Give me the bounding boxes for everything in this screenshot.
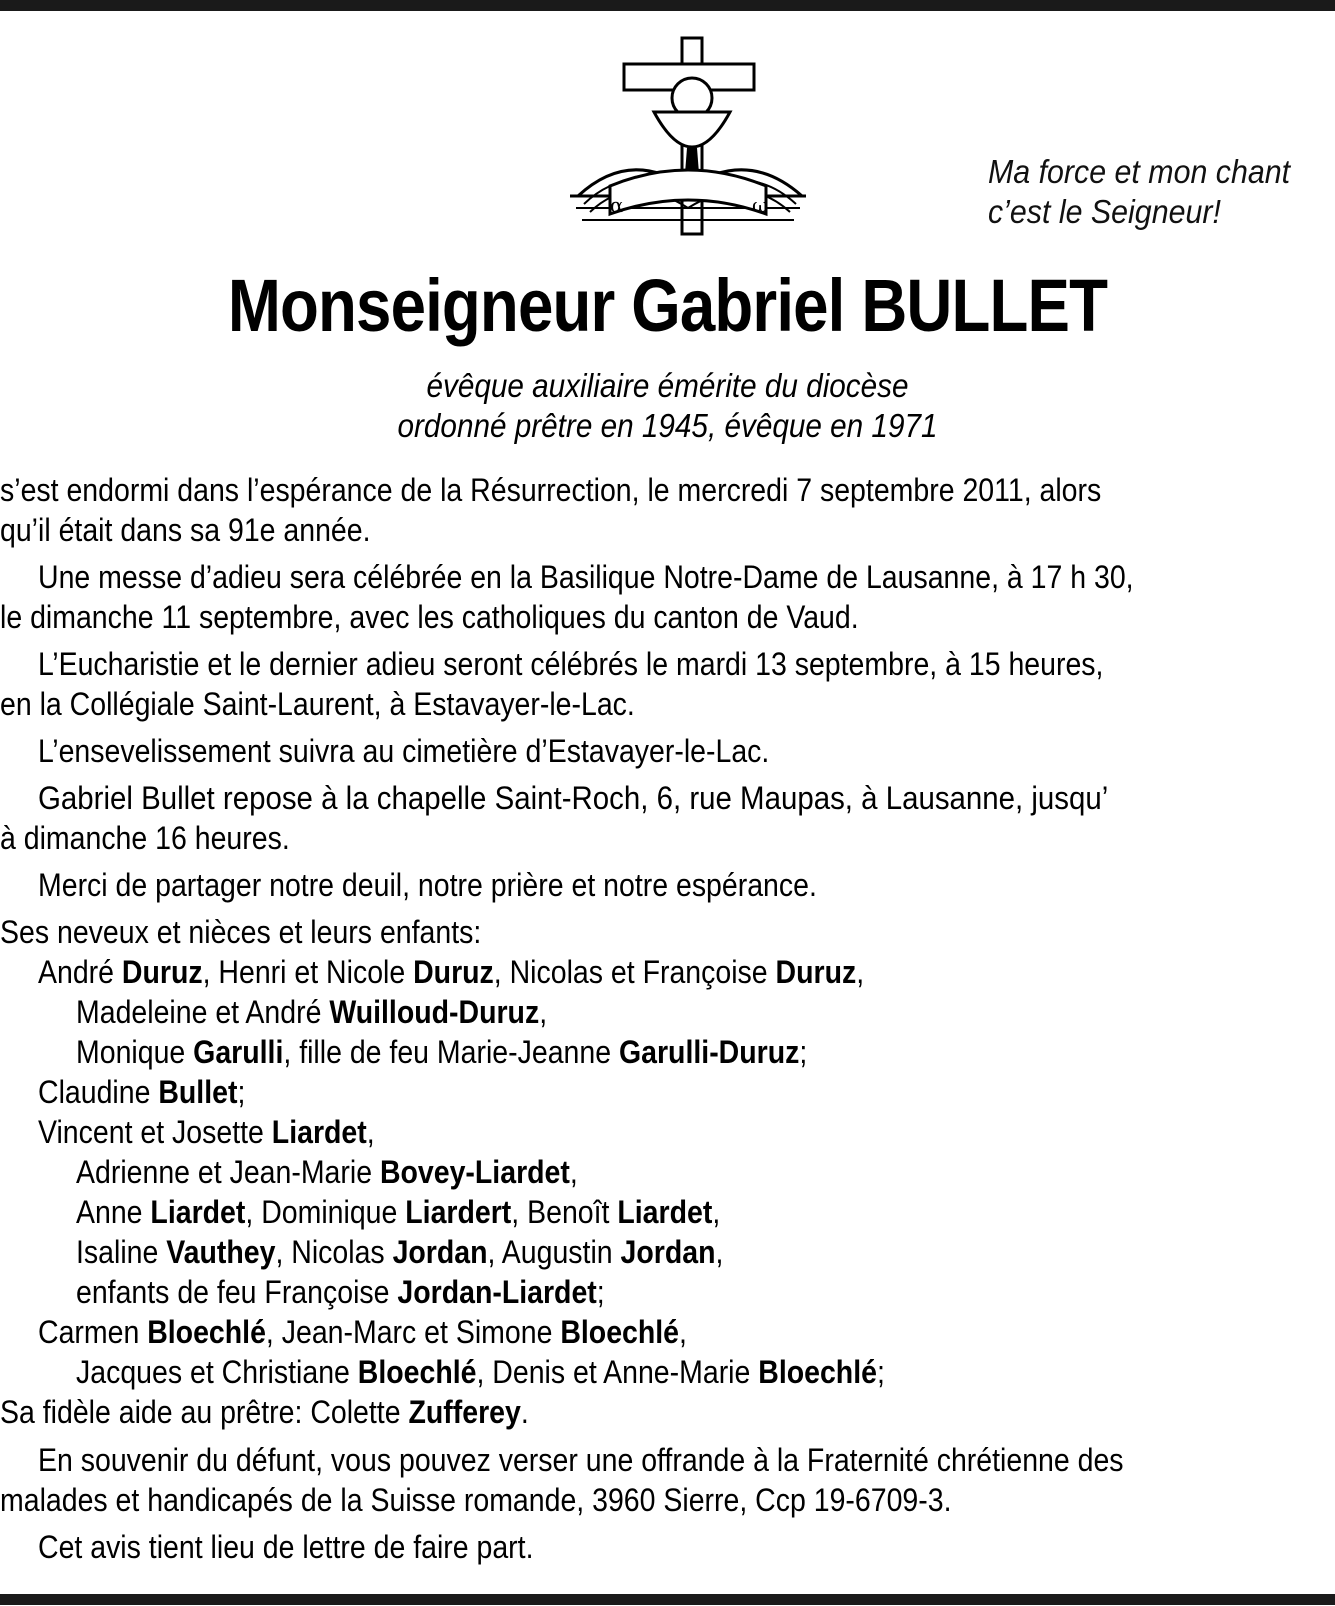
surname: Jordan [620, 1234, 716, 1270]
surname: Jordan-Liardet [397, 1274, 597, 1310]
para7-line-2: malades et handicapés de la Suisse romande, 3960 Sierre, Ccp 19-6709-3. [0, 1482, 952, 1518]
deceased-name-title: Monseigneur Gabriel BULLET [227, 264, 1108, 347]
para5-line-1: Gabriel Bullet repose à la chapelle Saint-Roch, 6, rue Maupas, à Lausanne, jusqu’ [38, 780, 1109, 816]
family-text: Vincent et Josette [38, 1114, 272, 1150]
family-text: , Nicolas et Françoise [493, 954, 776, 990]
family-line [0, 1352, 1335, 1392]
family-text: , Dominique [245, 1194, 406, 1230]
family-text: , [679, 1314, 687, 1350]
surname: Duruz [413, 954, 494, 990]
para6-line: Merci de partager notre deuil, notre prière et notre espérance. [38, 867, 817, 903]
para1-line-2: qu’il était dans sa 91e année. [0, 512, 371, 548]
family-text: ; [237, 1074, 246, 1110]
alpha-symbol: α [610, 193, 624, 217]
surname: Bloechlé [147, 1314, 266, 1350]
family-text: , [569, 1154, 578, 1190]
surname: Jordan [392, 1234, 488, 1270]
family-line [0, 952, 1335, 992]
motto-line-1: Ma force et mon chant [988, 153, 1291, 190]
surname: Duruz [121, 954, 203, 990]
notice-body [0, 470, 1335, 1567]
surname: Vauthey [166, 1234, 276, 1270]
family-line [0, 1032, 1335, 1072]
surname: Bloechlé [758, 1354, 877, 1390]
surname: Duruz [775, 954, 857, 990]
family-list [0, 952, 1335, 1432]
family-text: , [539, 994, 548, 1030]
top-border-rule [0, 0, 1335, 11]
family-text: , Nicolas [275, 1234, 393, 1270]
family-intro: Ses neveux et nièces et leurs enfants: [0, 914, 482, 950]
para4-line: L’ensevelissement suivra au cimetière d’Estavayer-le-Lac. [38, 733, 770, 769]
family-text: André [38, 954, 122, 990]
family-text: , [366, 1114, 375, 1150]
subtitle-line-2: ordonné prêtre en 1945, évêque en 1971 [397, 407, 938, 444]
family-text: , [715, 1234, 724, 1270]
surname: Liardet [271, 1114, 367, 1150]
family-line [0, 1152, 1335, 1192]
para7-line-1: En souvenir du défunt, vous pouvez verser une offrande à la Fraternité chrétienne des [38, 1442, 1124, 1478]
surname: Zufferey [408, 1394, 521, 1430]
family-text: Jacques et Christiane [76, 1354, 358, 1390]
family-text: Sa fidèle aide au prêtre: Colette [0, 1394, 409, 1430]
surname: Garulli [193, 1034, 284, 1070]
para2-line-2: le dimanche 11 septembre, avec les catholiques du canton de Vaud. [0, 599, 859, 635]
family-text: . [520, 1394, 529, 1430]
family-line [0, 1112, 1335, 1152]
bottom-border-rule [0, 1594, 1335, 1605]
family-text: , Denis et Anne-Marie [476, 1354, 759, 1390]
family-text: , Henri et Nicole [202, 954, 414, 990]
omega-symbol: ω [752, 193, 769, 217]
para3-line-1: L’Eucharistie et le dernier adieu seront célébrés le mardi 13 septembre, à 15 heures, [38, 646, 1104, 682]
surname: Wuilloud-Duruz [329, 994, 540, 1030]
para1-line-1: s’est endormi dans l’espérance de la Résurrection, le mercredi 7 septembre 2011, alors [0, 472, 1102, 508]
family-text: Claudine [38, 1074, 159, 1110]
subtitle-line-1: évêque auxiliaire émérite du diocèse [426, 367, 909, 404]
surname: Bullet [158, 1074, 238, 1110]
para5-line-2: à dimanche 16 heures. [0, 820, 290, 856]
surname: Liardet [150, 1194, 246, 1230]
family-line [0, 1232, 1335, 1272]
family-line [0, 1192, 1335, 1232]
surname: Liardet [617, 1194, 713, 1230]
family-text: , Jean-Marc et Simone [265, 1314, 561, 1350]
family-text: enfants de feu Françoise [76, 1274, 398, 1310]
family-text: , Benoît [511, 1194, 618, 1230]
family-text: Carmen [38, 1314, 148, 1350]
family-line [0, 1392, 1335, 1432]
surname: Bloechlé [560, 1314, 680, 1350]
family-line [0, 1072, 1335, 1112]
surname: Bovey-Liardet [379, 1154, 570, 1190]
family-line [0, 1312, 1335, 1352]
family-text: ; [876, 1354, 885, 1390]
surname: Garulli-Duruz [618, 1034, 800, 1070]
cross-chalice-emblem-icon [570, 36, 808, 236]
family-text: , [856, 954, 865, 990]
surname: Liardert [405, 1194, 512, 1230]
para8-line: Cet avis tient lieu de lettre de faire part. [38, 1529, 534, 1565]
para2-line-1: Une messe d’adieu sera célébrée en la Basilique Notre-Dame de Lausanne, à 17 h 30, [38, 559, 1134, 595]
family-text: , fille de feu Marie-Jeanne [283, 1034, 619, 1070]
family-text: Isaline [76, 1234, 167, 1270]
family-text: , Augustin [487, 1234, 621, 1270]
family-line [0, 992, 1335, 1032]
motto-line-2: c’est le Seigneur! [988, 193, 1221, 230]
family-text: Madeleine et André [76, 994, 330, 1030]
para3-line-2: en la Collégiale Saint-Laurent, à Estavayer-le-Lac. [0, 686, 635, 722]
family-text: Anne [76, 1194, 151, 1230]
motto [988, 152, 1305, 232]
family-text: ; [596, 1274, 605, 1310]
family-text: , [712, 1194, 721, 1230]
family-line [0, 1272, 1335, 1312]
family-text: ; [799, 1034, 808, 1070]
family-text: Monique [76, 1034, 194, 1070]
surname: Bloechlé [357, 1354, 477, 1390]
subtitle [67, 366, 1269, 446]
family-text: Adrienne et Jean-Marie [76, 1154, 380, 1190]
